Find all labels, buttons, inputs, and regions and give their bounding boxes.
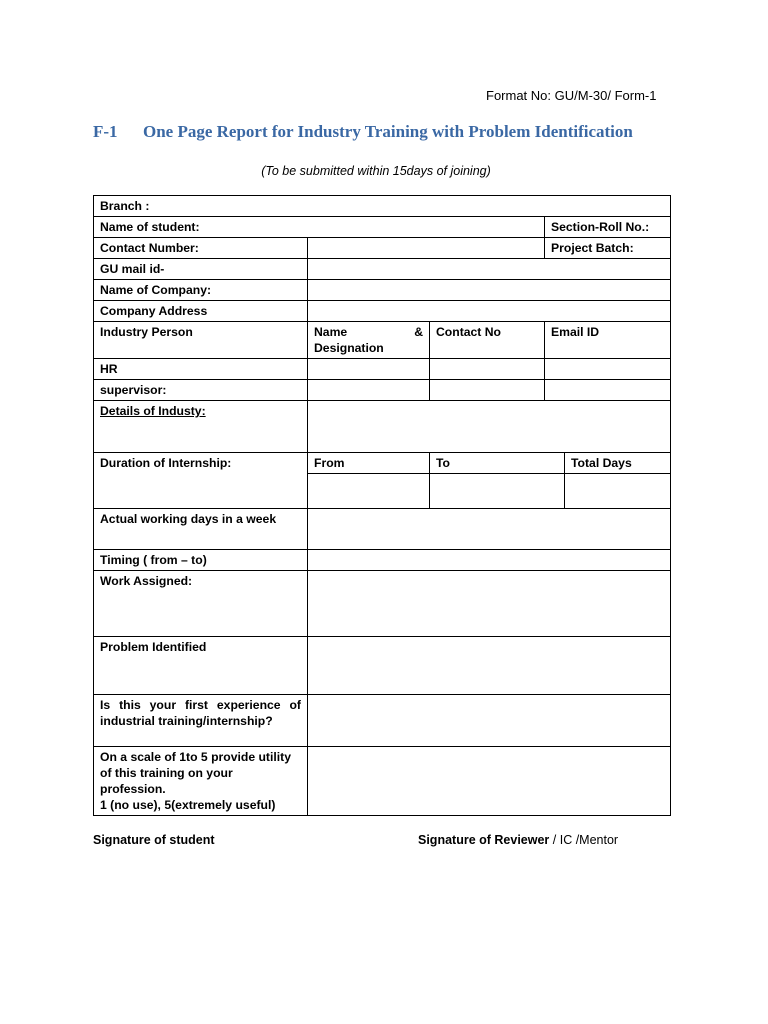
company-address-label: Company Address: [94, 301, 308, 322]
problem-identified-input[interactable]: [308, 637, 671, 695]
company-address-input[interactable]: [308, 301, 671, 322]
submission-note: [0, 164, 768, 178]
work-assigned-input[interactable]: [308, 571, 671, 637]
utility-scale-question: On a scale of 1to 5 provide utility of this training on your profession.: [100, 750, 291, 796]
first-experience-label: Is this your first experience of industrial training/internship?: [94, 695, 308, 747]
duration-label: Duration of Internship:: [94, 453, 308, 509]
row-industry-person: [94, 322, 671, 359]
utility-scale-legend: 1 (no use), 5(extremely useful): [100, 798, 276, 812]
row-hr: [94, 359, 671, 380]
row-work-assigned: [94, 571, 671, 637]
gu-mail-label: GU mail id-: [94, 259, 308, 280]
student-signature-label: Signature of student: [93, 833, 215, 847]
branch-label: Branch :: [100, 199, 150, 213]
total-days-input[interactable]: [565, 474, 671, 509]
industry-details-text: Details of Industy:: [100, 404, 206, 418]
contact-number-input[interactable]: [308, 238, 545, 259]
name-designation-label: Name & Designation: [314, 325, 423, 355]
name-designation-header: [308, 322, 430, 359]
company-name-input[interactable]: [308, 280, 671, 301]
section-roll-field[interactable]: [545, 217, 671, 238]
row-problem-identified: [94, 637, 671, 695]
industry-person-label: Industry Person: [94, 322, 308, 359]
page-title: [93, 121, 653, 142]
problem-identified-label: Problem Identified: [94, 637, 308, 695]
project-batch-label: Project Batch:: [551, 241, 634, 255]
row-company-address: [94, 301, 671, 322]
contact-number-label: Contact Number:: [94, 238, 308, 259]
format-number: Format No: GU/M-30/ Form-1: [486, 88, 657, 103]
form-title-text: One Page Report for Industry Training with Problem Identification: [143, 122, 633, 141]
row-student: [94, 217, 671, 238]
working-days-label: Actual working days in a week: [94, 509, 308, 550]
section-roll-label: Section-Roll No.:: [551, 220, 650, 234]
hr-contact-input[interactable]: [430, 359, 545, 380]
hr-label: HR: [94, 359, 308, 380]
supervisor-name-input[interactable]: [308, 380, 430, 401]
company-name-label: Name of Company:: [94, 280, 308, 301]
branch-field[interactable]: [94, 196, 671, 217]
timing-input[interactable]: [308, 550, 671, 571]
row-company-name: [94, 280, 671, 301]
utility-scale-label: [94, 747, 308, 816]
form-number: F-1: [93, 122, 118, 141]
row-first-experience: [94, 695, 671, 747]
student-name-field[interactable]: [94, 217, 545, 238]
row-gu-mail: [94, 259, 671, 280]
row-working-days: [94, 509, 671, 550]
first-experience-input[interactable]: [308, 695, 671, 747]
row-timing: [94, 550, 671, 571]
working-days-input[interactable]: [308, 509, 671, 550]
hr-name-input[interactable]: [308, 359, 430, 380]
work-assigned-label: Work Assigned:: [94, 571, 308, 637]
row-contact: [94, 238, 671, 259]
from-header: From: [308, 453, 430, 474]
reviewer-signature-rest: / IC /Mentor: [549, 833, 619, 847]
timing-label: Timing ( from – to): [94, 550, 308, 571]
submission-note-text: (To be submitted within 15days of joining): [261, 164, 491, 178]
reviewer-signature-bold: Signature of Reviewer: [418, 833, 550, 847]
gu-mail-input[interactable]: [308, 259, 671, 280]
supervisor-contact-input[interactable]: [430, 380, 545, 401]
row-duration: [94, 453, 671, 474]
utility-scale-input[interactable]: [308, 747, 671, 816]
to-header: To: [430, 453, 565, 474]
hr-email-input[interactable]: [545, 359, 671, 380]
total-days-header: Total Days: [565, 453, 671, 474]
project-batch-field[interactable]: [545, 238, 671, 259]
supervisor-label: supervisor:: [94, 380, 308, 401]
student-name-label: Name of student:: [100, 220, 200, 234]
reviewer-signature-label: [418, 833, 618, 847]
industry-details-input[interactable]: [308, 401, 671, 453]
training-report-form: [93, 195, 671, 816]
email-id-header: Email ID: [545, 322, 671, 359]
industry-details-label: [94, 401, 308, 453]
row-supervisor: [94, 380, 671, 401]
contact-no-header: Contact No: [430, 322, 545, 359]
from-date-input[interactable]: [308, 474, 430, 509]
row-industry-details: [94, 401, 671, 453]
row-utility-scale: [94, 747, 671, 816]
row-branch: [94, 196, 671, 217]
to-date-input[interactable]: [430, 474, 565, 509]
supervisor-email-input[interactable]: [545, 380, 671, 401]
